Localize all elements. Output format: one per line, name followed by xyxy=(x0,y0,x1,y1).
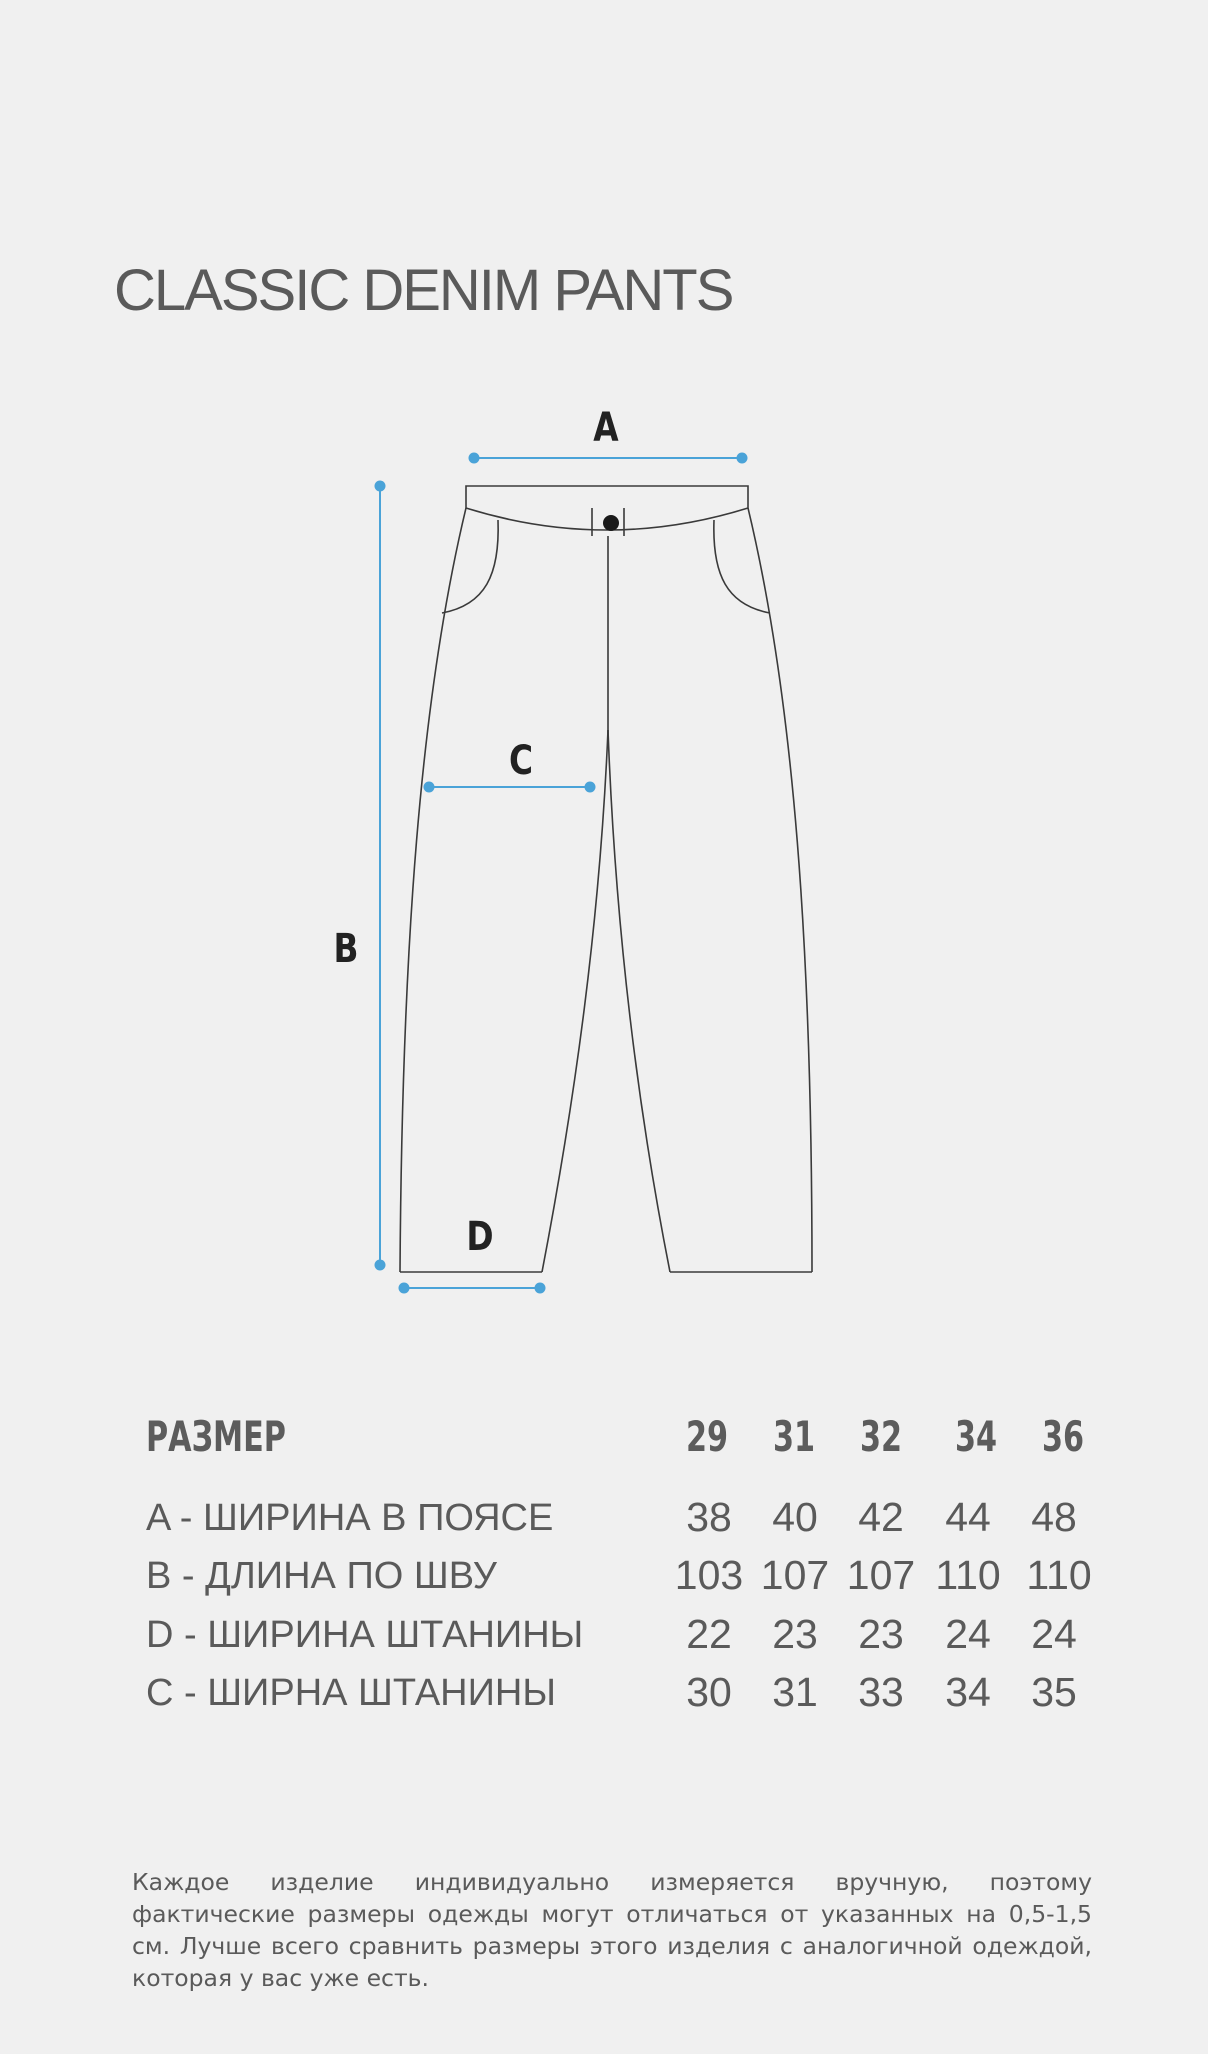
size-header-label: РАЗМЕР xyxy=(146,1412,286,1461)
size-header-29: 29 xyxy=(685,1412,729,1461)
table-cell: 42 xyxy=(858,1494,904,1540)
table-cell: 33 xyxy=(858,1669,904,1715)
table-cell: 23 xyxy=(772,1611,818,1657)
table-cell: 31 xyxy=(772,1669,818,1715)
table-cell: 44 xyxy=(945,1494,991,1540)
page-title: CLASSIC DENIM PANTS xyxy=(114,258,733,323)
row-label-a: A - ШИРИНА В ПОЯСЕ xyxy=(146,1497,554,1539)
row-label-c: C - ШИРНА ШТАНИНЫ xyxy=(146,1672,557,1714)
table-cell: 38 xyxy=(686,1494,732,1540)
table-cell: 22 xyxy=(686,1611,732,1657)
label-d: D xyxy=(466,1212,494,1260)
table-cell: 107 xyxy=(760,1552,830,1598)
size-header-32: 32 xyxy=(859,1412,903,1461)
table-cell: 35 xyxy=(1031,1669,1077,1715)
table-cell: 110 xyxy=(1026,1552,1092,1598)
measurement-note: Каждое изделие индивидуально измеряется вручную, поэтому фактические размеры одежды могут отличаться от указанных на 0,5-1,5 см. Лучше всего сравнить размеры этого изделия с аналогичной одеждой, которая у вас уже есть. xyxy=(132,1868,1092,1992)
table-cell: 40 xyxy=(772,1494,818,1540)
row-label-d: D - ШИРИНА ШТАНИНЫ xyxy=(146,1614,584,1656)
row-label-b: B - ДЛИНА ПО ШВУ xyxy=(146,1555,497,1597)
table-cell: 107 xyxy=(846,1552,916,1598)
label-c: C xyxy=(508,736,534,784)
button-icon xyxy=(603,515,619,531)
size-header-31: 31 xyxy=(772,1412,816,1461)
size-header-36: 36 xyxy=(1041,1412,1085,1461)
size-header-34: 34 xyxy=(954,1412,998,1461)
table-cell: 24 xyxy=(945,1611,991,1657)
label-a: A xyxy=(593,403,619,451)
table-cell: 48 xyxy=(1031,1494,1077,1540)
table-cell: 103 xyxy=(674,1552,744,1598)
table-cell: 30 xyxy=(686,1669,732,1715)
pants-outline xyxy=(400,486,812,1272)
table-cell: 24 xyxy=(1031,1611,1077,1657)
label-b: B xyxy=(333,924,359,972)
table-cell: 23 xyxy=(858,1611,904,1657)
table-cell: 34 xyxy=(945,1669,991,1715)
table-cell: 110 xyxy=(935,1552,1001,1598)
